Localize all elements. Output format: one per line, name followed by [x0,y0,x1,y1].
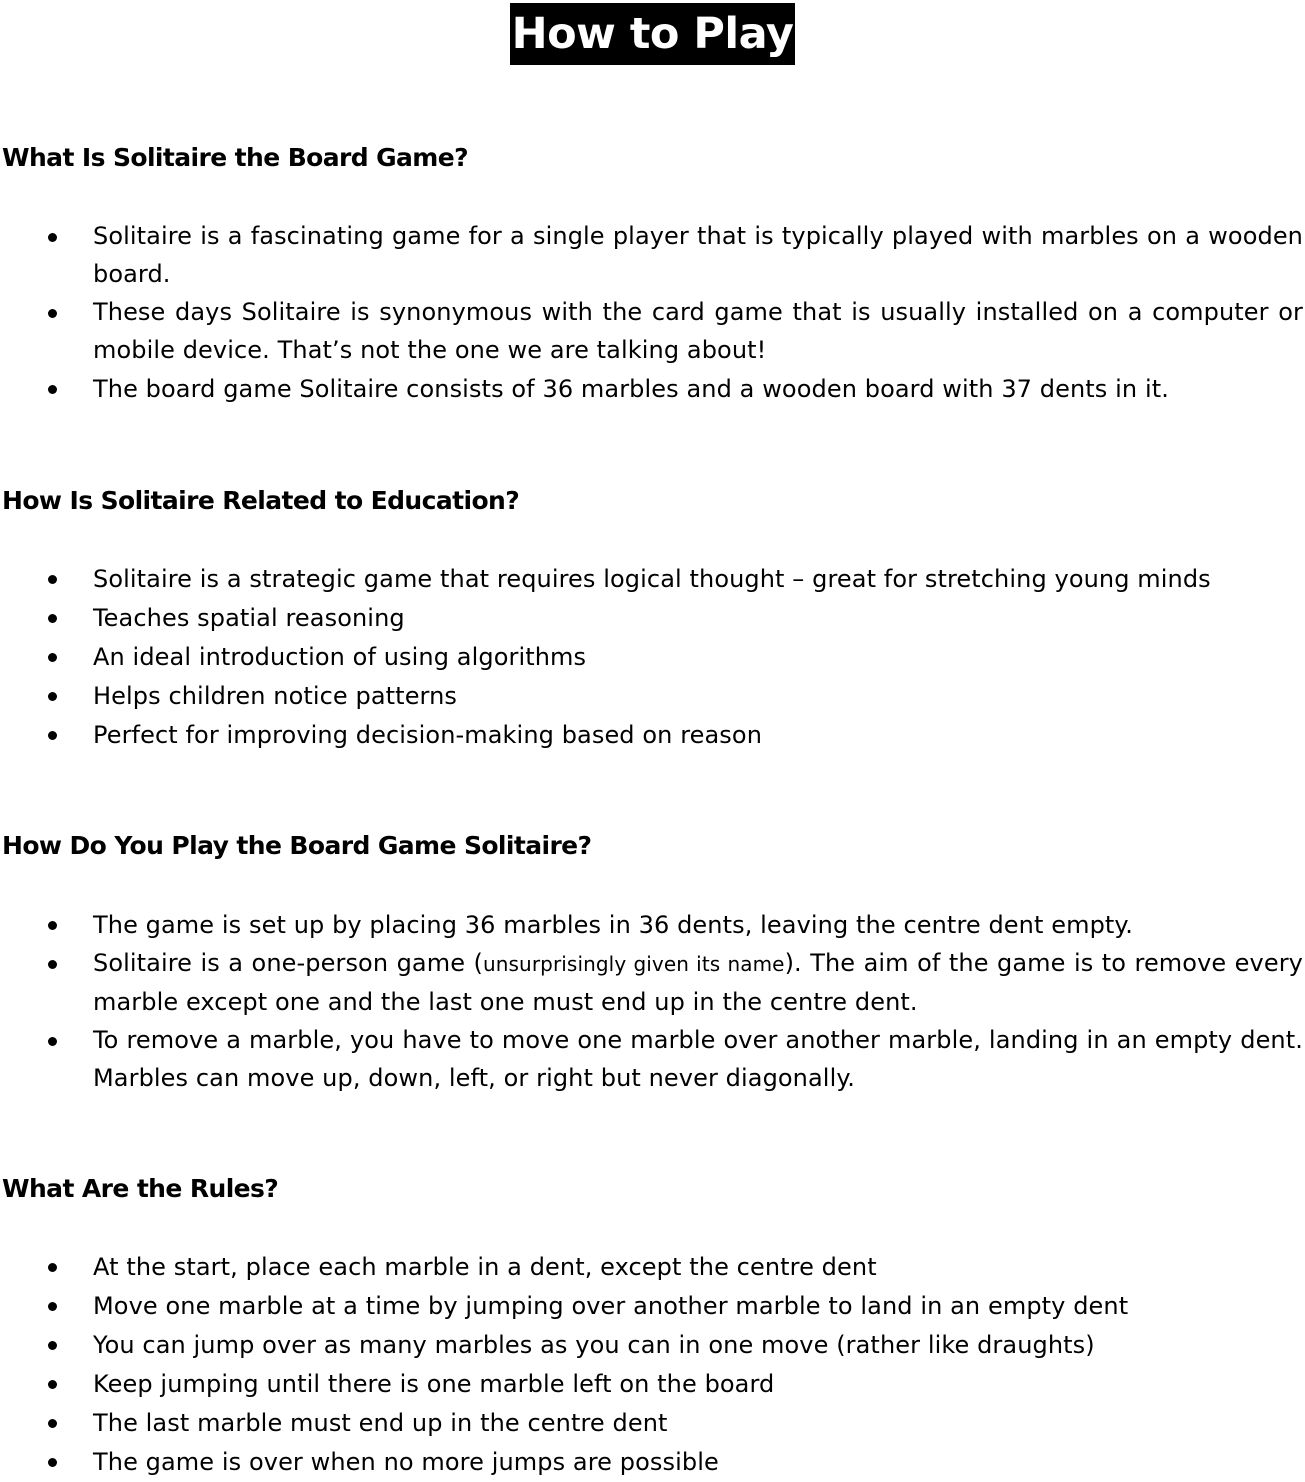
list-item [0,218,1305,293]
bullet-icon [48,1263,57,1272]
list-item-text: You can jump over as many marbles as you can in one move (rather like draughts) [93,1331,1095,1359]
bullet-list [0,218,1305,409]
list-item [0,370,1305,408]
bullet-icon [48,692,57,701]
section-heading: How Do You Play the Board Game Solitaire? [2,831,592,860]
bullet-icon [48,731,57,740]
list-item-text: The last marble must end up in the centre dent [93,1409,668,1437]
list-item [0,1248,1305,1286]
bullet-icon [48,575,57,584]
bullet-icon [48,960,57,969]
list-item [0,1365,1305,1403]
list-item-text: Perfect for improving decision-making based on reason [93,721,763,749]
bullet-icon [48,1037,57,1046]
list-item-text: To remove a marble, you have to move one marble over another marble, landing in an empty dent. Marbles can move up, down, left, or right but never diagonally. [93,1026,1303,1092]
section-heading: How Is Solitaire Related to Education? [2,486,520,515]
list-item [0,1443,1305,1481]
list-item-text: Solitaire is a one-person game ( [93,949,483,977]
list-item [0,906,1305,944]
list-item-text: The board game Solitaire consists of 36 marbles and a wooden board with 37 dents in it. [93,375,1169,403]
bullet-icon [48,1380,57,1389]
list-item-text: Teaches spatial reasoning [93,604,405,632]
list-item-text: ). The aim of the game is to remove every marble except one and the last one must end up in the centre dent. [93,949,1303,1016]
list-item-text: Keep jumping until there is one marble left on the board [93,1370,775,1398]
list-item-text: The game is set up by placing 36 marbles in 36 dents, leaving the centre dent empty. [93,911,1134,939]
list-item-text: Solitaire is a fascinating game for a single player that is typically played with marbles on a wooden board. [93,222,1303,288]
bullet-icon [48,309,57,318]
list-item [0,1326,1305,1364]
list-item [0,1287,1305,1325]
list-item [0,716,1305,754]
bullet-list [0,560,1305,755]
list-item [0,1022,1305,1097]
list-item-text: Solitaire is a strategic game that requires logical thought – great for stretching young minds [93,565,1211,593]
list-item [0,599,1305,637]
list-item-text: Helps children notice patterns [93,682,458,710]
bullet-icon [48,1341,57,1350]
list-item [0,677,1305,715]
section-heading: What Are the Rules? [2,1174,279,1203]
page-title: How to Play [510,3,796,65]
bullet-icon [48,233,57,242]
title-wrap [0,3,1305,65]
list-item [0,560,1305,598]
section-heading: What Is Solitaire the Board Game? [2,143,469,172]
list-item [0,1404,1305,1442]
list-item-text: The game is over when no more jumps are possible [93,1448,719,1476]
bullet-icon [48,921,57,930]
bullet-icon [48,653,57,662]
list-item-text: These days Solitaire is synonymous with the card game that is usually installed on a computer or mobile device. That’s not the one we are talking about! [93,298,1303,364]
list-item [0,294,1305,369]
list-item-aside: unsurprisingly given its name [482,952,785,976]
list-item-text: Move one marble at a time by jumping over another marble to land in an empty dent [93,1292,1129,1320]
bullet-list [0,906,1305,1098]
bullet-icon [48,1458,57,1467]
bullet-icon [48,385,57,394]
bullet-icon [48,614,57,623]
list-item [0,945,1305,1021]
list-item-text: An ideal introduction of using algorithms [93,643,587,671]
bullet-icon [48,1302,57,1311]
list-item-text: At the start, place each marble in a dent, except the centre dent [93,1253,877,1281]
bullet-list [0,1248,1305,1482]
list-item [0,638,1305,676]
bullet-icon [48,1419,57,1428]
